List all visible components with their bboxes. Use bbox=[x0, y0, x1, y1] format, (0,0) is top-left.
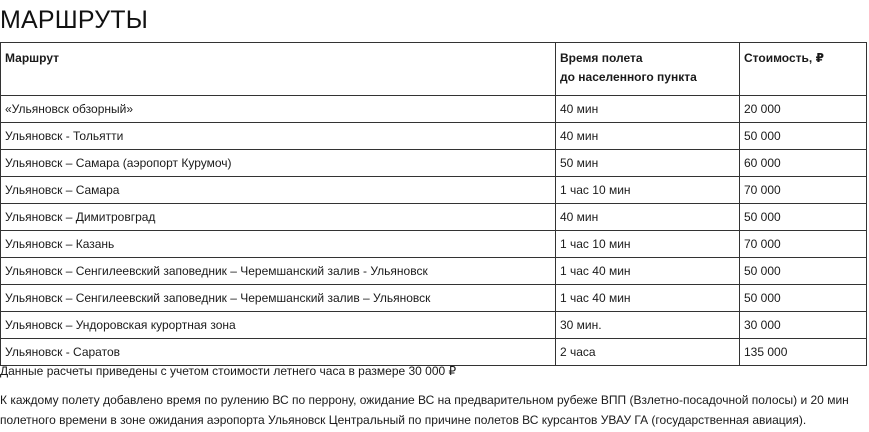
time-cell: 50 мин bbox=[556, 150, 740, 177]
route-cell: Ульяновск – Ундоровская курортная зона bbox=[1, 312, 556, 339]
table-row bbox=[1, 96, 867, 123]
header-flight-time-line1: Время полета bbox=[560, 51, 643, 65]
cost-cell: 70 000 bbox=[740, 231, 867, 258]
time-cell: 40 мин bbox=[556, 123, 740, 150]
route-cell: Ульяновск – Самара (аэропорт Курумоч) bbox=[1, 150, 556, 177]
cost-cell: 50 000 bbox=[740, 204, 867, 231]
route-cell: Ульяновск - Саратов bbox=[1, 339, 556, 366]
route-cell: «Ульяновск обзорный» bbox=[1, 96, 556, 123]
cost-cell: 50 000 bbox=[740, 123, 867, 150]
table-row bbox=[1, 150, 867, 177]
route-cell: Ульяновск – Сенгилеевский заповедник – Черемшанский залив – Ульяновск bbox=[1, 285, 556, 312]
route-cell: Ульяновск – Самара bbox=[1, 177, 556, 204]
header-cost: Стоимость, ₽ bbox=[740, 43, 867, 96]
cost-cell: 50 000 bbox=[740, 258, 867, 285]
cost-cell: 30 000 bbox=[740, 312, 867, 339]
table-row bbox=[1, 231, 867, 258]
routes-table bbox=[0, 42, 867, 366]
extra-time-note: К каждому полету добавлено время по рулению ВС по перрону, ожидание ВС на предварительном рубеже ВПП (Взлетно-посадочной полосы) и 20 мин полетного времени в зоне ожидания аэропорта Ульяновск Центральный по причине полетов ВС курсантов УВАУ ГА (государственная авиация). bbox=[0, 393, 849, 427]
table-row bbox=[1, 123, 867, 150]
cost-cell: 60 000 bbox=[740, 150, 867, 177]
header-flight-time bbox=[556, 43, 740, 96]
time-cell: 1 час 40 мин bbox=[556, 285, 740, 312]
time-cell: 1 час 10 мин bbox=[556, 231, 740, 258]
cost-cell: 135 000 bbox=[740, 339, 867, 366]
route-cell: Ульяновск – Димитровград bbox=[1, 204, 556, 231]
table-row bbox=[1, 312, 867, 339]
cost-cell: 20 000 bbox=[740, 96, 867, 123]
time-cell: 1 час 40 мин bbox=[556, 258, 740, 285]
route-cell: Ульяновск – Сенгилеевский заповедник – Черемшанский залив - Ульяновск bbox=[1, 258, 556, 285]
time-cell: 2 часа bbox=[556, 339, 740, 366]
header-route: Маршрут bbox=[1, 43, 556, 96]
table-header-row bbox=[1, 43, 867, 96]
route-cell: Ульяновск - Тольятти bbox=[1, 123, 556, 150]
table-row bbox=[1, 204, 867, 231]
cost-cell: 70 000 bbox=[740, 177, 867, 204]
route-cell: Ульяновск – Казань bbox=[1, 231, 556, 258]
summer-rate-note: Данные расчеты приведены с учетом стоимости летнего часа в размере 30 000 ₽ bbox=[0, 364, 457, 378]
header-flight-time-line2: до населенного пункта bbox=[560, 70, 697, 84]
table-row bbox=[1, 177, 867, 204]
time-cell: 40 мин bbox=[556, 204, 740, 231]
time-cell: 1 час 10 мин bbox=[556, 177, 740, 204]
table-row bbox=[1, 285, 867, 312]
cost-cell: 50 000 bbox=[740, 285, 867, 312]
time-cell: 30 мин. bbox=[556, 312, 740, 339]
table-row bbox=[1, 258, 867, 285]
page-title: МАРШРУТЫ bbox=[0, 6, 149, 34]
time-cell: 40 мин bbox=[556, 96, 740, 123]
